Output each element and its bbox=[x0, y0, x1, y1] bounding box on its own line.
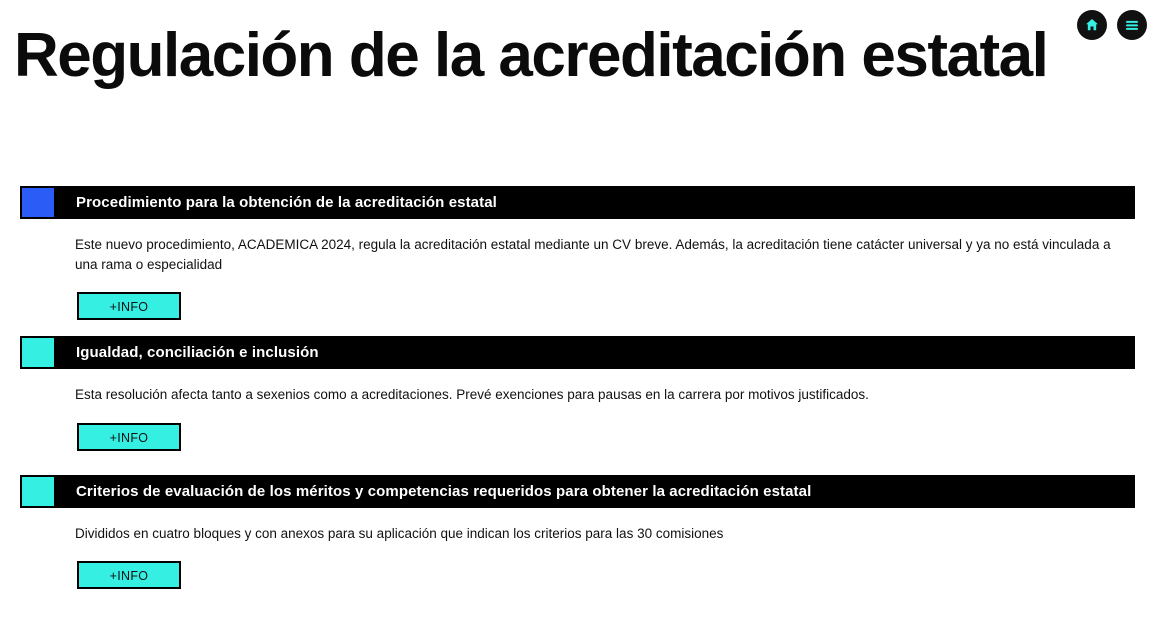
more-info-button[interactable]: +INFO bbox=[77, 423, 181, 451]
top-icon-group bbox=[1077, 10, 1147, 40]
section-body bbox=[20, 369, 1135, 451]
section-color-swatch bbox=[20, 336, 56, 369]
section-item bbox=[20, 336, 1135, 451]
section-header[interactable] bbox=[20, 475, 1135, 508]
section-color-swatch bbox=[20, 186, 56, 219]
section-description: Este nuevo procedimiento, ACADEMICA 2024, regula la acreditación estatal mediante un CV breve. Además, la acreditación tiene catácter universal y ya no está vinculada a una rama o especialidad bbox=[75, 237, 1111, 272]
section-body bbox=[20, 219, 1135, 320]
spacer bbox=[20, 320, 1135, 336]
home-icon bbox=[1083, 16, 1101, 34]
section-title: Procedimiento para la obtención de la acreditación estatal bbox=[76, 194, 497, 211]
more-info-button[interactable]: +INFO bbox=[77, 292, 181, 320]
section-header[interactable] bbox=[20, 186, 1135, 219]
home-icon-button[interactable] bbox=[1077, 10, 1107, 40]
section-item bbox=[20, 475, 1135, 590]
sections-list bbox=[20, 186, 1135, 589]
section-item bbox=[20, 186, 1135, 320]
section-header[interactable] bbox=[20, 336, 1135, 369]
section-title: Criterios de evaluación de los méritos y competencias requeridos para obtener la acreditación estatal bbox=[76, 482, 812, 500]
section-body bbox=[20, 508, 1135, 590]
menu-icon-button[interactable] bbox=[1117, 10, 1147, 40]
more-info-button[interactable]: +INFO bbox=[77, 561, 181, 589]
section-description: Divididos en cuatro bloques y con anexos para su aplicación que indican los criterios para las 30 comisiones bbox=[75, 525, 724, 541]
section-description: Esta resolución afecta tanto a sexenios como a acreditaciones. Prevé exenciones para pausas en la carrera por motivos justificados. bbox=[75, 387, 869, 403]
menu-icon bbox=[1123, 16, 1141, 34]
page-title: Regulación de la acreditación estatal bbox=[14, 21, 1048, 90]
section-color-swatch bbox=[20, 475, 56, 508]
spacer bbox=[20, 451, 1135, 475]
section-title: Igualdad, conciliación e inclusión bbox=[76, 344, 319, 362]
